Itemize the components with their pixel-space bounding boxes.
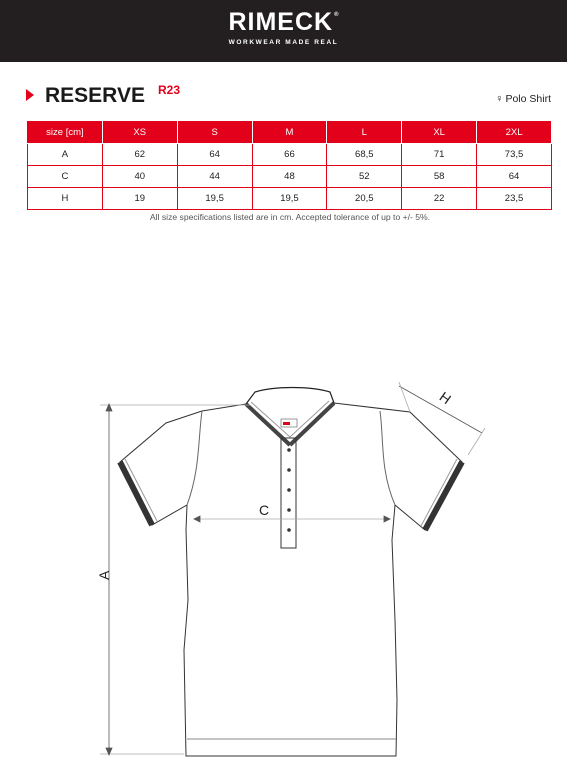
table-cell: 44 bbox=[177, 166, 252, 188]
table-cell: 66 bbox=[252, 144, 327, 166]
header-cell: size [cm] bbox=[28, 121, 103, 144]
header-cell: 2XL bbox=[477, 121, 552, 144]
table-cell: 62 bbox=[102, 144, 177, 166]
table-cell: 19 bbox=[102, 188, 177, 210]
title-arrow-icon bbox=[26, 89, 34, 101]
dimension-a bbox=[100, 404, 250, 755]
polo-shirt-drawing bbox=[0, 370, 567, 780]
header-cell: L bbox=[327, 121, 402, 144]
table-cell: A bbox=[28, 144, 103, 166]
product-code: R23 bbox=[158, 83, 181, 97]
table-cell: 64 bbox=[177, 144, 252, 166]
table-cell: 52 bbox=[327, 166, 402, 188]
dimension-h-label: H bbox=[436, 388, 455, 408]
table-cell: 48 bbox=[252, 166, 327, 188]
tolerance-note: All size specifications listed are in cm. Accepted tolerance of up to +/- 5%. bbox=[149, 212, 431, 222]
table-cell: 71 bbox=[402, 144, 477, 166]
brand-tagline: WORKWEAR MADE REAL bbox=[228, 39, 339, 46]
product-type bbox=[495, 93, 551, 105]
header-cell: M bbox=[252, 121, 327, 144]
table-row bbox=[28, 188, 552, 210]
table-cell: 68,5 bbox=[327, 144, 402, 166]
shirt-outline bbox=[120, 403, 462, 756]
neck-label bbox=[281, 419, 297, 427]
header-cell: XL bbox=[402, 121, 477, 144]
table-row bbox=[28, 166, 552, 188]
header-cell: XS bbox=[102, 121, 177, 144]
table-cell: 19,5 bbox=[177, 188, 252, 210]
table-cell: 19,5 bbox=[252, 188, 327, 210]
header-cell: S bbox=[177, 121, 252, 144]
dimension-c bbox=[194, 516, 390, 522]
size-table bbox=[27, 120, 552, 210]
table-cell: 73,5 bbox=[477, 144, 552, 166]
table-cell: 40 bbox=[102, 166, 177, 188]
product-type-label: Polo Shirt bbox=[505, 93, 551, 105]
table-cell: 64 bbox=[477, 166, 552, 188]
dimension-c-label: C bbox=[259, 502, 270, 518]
size-table-header bbox=[28, 121, 552, 144]
table-cell: C bbox=[28, 166, 103, 188]
table-row bbox=[28, 144, 552, 166]
brand-logo: RIMECK® bbox=[228, 8, 340, 36]
table-cell: 22 bbox=[402, 188, 477, 210]
female-icon: ♀ bbox=[495, 93, 504, 105]
table-cell: 58 bbox=[402, 166, 477, 188]
table-cell: 23,5 bbox=[477, 188, 552, 210]
shirt-collar bbox=[246, 388, 334, 446]
dimension-a-label: A bbox=[96, 570, 112, 580]
product-name: RESERVE bbox=[45, 84, 145, 107]
table-cell: H bbox=[28, 188, 103, 210]
shirt-placket bbox=[281, 438, 296, 548]
table-cell: 20,5 bbox=[327, 188, 402, 210]
brand-header bbox=[0, 0, 567, 62]
